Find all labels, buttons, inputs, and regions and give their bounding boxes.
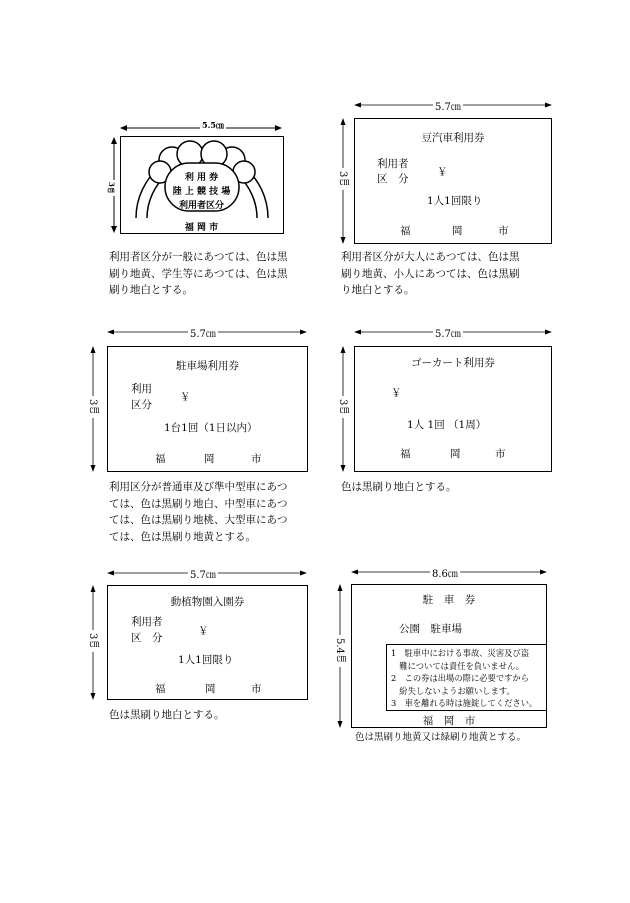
- ticket5-footer-3: 市: [251, 683, 262, 695]
- ticket3-parking-ticket: [107, 346, 308, 472]
- ticket3-footer-2: 岡: [204, 453, 215, 465]
- ticket3-label-2: 区分: [131, 399, 152, 411]
- ticket2-footer-3: 市: [498, 225, 509, 237]
- ticket1-stadium-ticket: [120, 136, 284, 234]
- ticket4-height-label: 3㎝: [335, 396, 350, 418]
- ticket5-footer-1: 福: [155, 683, 166, 695]
- ticket1-line-1: 利 用 券: [184, 173, 219, 183]
- ticket6-notes-box: [386, 644, 547, 711]
- ticket5-title: 動植物園入園券: [170, 596, 245, 608]
- ticket3-label-1: 利用: [131, 383, 152, 395]
- ticket6-title: 駐 車 券: [422, 594, 476, 606]
- ticket5-label-1: 利用者: [131, 616, 163, 628]
- ticket4-caption: 色は黒刷り地白とする。: [341, 481, 457, 493]
- ticket2-label-2: 区 分: [377, 173, 409, 185]
- ticket3-footer-3: 市: [251, 453, 262, 465]
- ticket3-yen: ￥: [180, 391, 191, 403]
- ticket2-toy-train-ticket: [354, 118, 552, 244]
- ticket3-footer-1: 福: [155, 453, 166, 465]
- ticket5-yen: ￥: [198, 625, 209, 637]
- ticket2-footer-1: 福: [400, 225, 411, 237]
- ticket5-footer-2: 岡: [205, 683, 216, 695]
- ticket5-caption: 色は黒刷り地白とする。: [109, 709, 225, 721]
- ticket6-note-line: 難については責任を負いません。: [391, 660, 525, 671]
- ticket5-width-label: 5.7㎝: [188, 566, 218, 581]
- ticket5-limit: 1人1回限り: [178, 654, 234, 666]
- ticket6-width-label: 8.6㎝: [430, 565, 460, 580]
- ticket2-footer-2: 岡: [452, 225, 463, 237]
- ticket5-zoo-ticket: [107, 585, 308, 700]
- ticket2-yen: ￥: [437, 166, 448, 178]
- ticket3-height-label: 3㎝: [85, 396, 100, 418]
- ticket1-width-label: 5.5㎝: [202, 120, 224, 130]
- ticket6-note-line: 2 この券は出場の際に必要ですから: [391, 673, 530, 683]
- ticket4-yen: ￥: [391, 387, 402, 399]
- ticket2-title: 豆汽車利用券: [421, 132, 485, 144]
- ticket2-height-label: 3㎝: [335, 168, 350, 190]
- ticket4-limit: 1人 1回 （1周）: [407, 419, 487, 431]
- ticket6-note-line: 1 駐車中における事故、災害及び盗: [391, 648, 530, 658]
- ticket3-title: 駐車場利用券: [176, 360, 239, 372]
- ticket6-footer: 福 岡 市: [422, 715, 476, 727]
- ticket1-line-3: 利用者区分: [178, 201, 224, 211]
- ticket6-note-line: 3 車を離れる時は施錠してください。: [391, 698, 538, 708]
- ticket4-footer-2: 岡: [450, 448, 461, 460]
- ticket6-subtitle: 公園 駐車場: [399, 623, 462, 635]
- ticket4-title: ゴーカート利用券: [411, 357, 495, 369]
- ticket2-limit: 1人1回限り: [427, 195, 483, 207]
- ticket6-height-label: 5.4㎝: [332, 635, 347, 667]
- ticket1-height-label: 3㎝: [107, 182, 116, 194]
- ticket4-go-kart-ticket: [354, 346, 552, 472]
- ticket4-footer-1: 福: [400, 448, 411, 460]
- ticket6-caption: 色は黒刷り地黄又は緑刷り地黄とする。: [355, 732, 527, 743]
- ticket6-park-parking-ticket: [351, 584, 547, 728]
- ticket3-width-label: 5.7㎝: [188, 325, 218, 340]
- ticket3-limit: 1台1回（1日以内）: [164, 422, 258, 434]
- ticket6-note-line: 紛失しないようお願いします。: [391, 685, 515, 696]
- ticket1-footer: 福 岡 市: [184, 223, 219, 233]
- ticket2-caption: 利用者区分が大人にあつては、色は黒 刷り地黄、小人にあつては、色は黒刷 り地白とする。: [341, 251, 520, 296]
- ticket2-width-label: 5.7㎝: [433, 98, 463, 113]
- ticket1-line-2: 陸 上 競 技 場: [172, 187, 231, 197]
- ticket5-height-label: 3㎝: [85, 630, 100, 652]
- ticket5-label-2: 区 分: [131, 632, 163, 644]
- ticket1-caption: 利用者区分が一般にあつては、色は黒 刷り地黄、学生等にあつては、色は黒 刷り地白とする。: [109, 251, 288, 296]
- ticket3-caption: 利用区分が普通車及び準中型車にあつ ては、色は黒刷り地白、中型車にあつ ては、色は黒刷り地桃、大型車にあつ ては、色は黒刷り地黄とする。: [109, 481, 288, 543]
- ticket4-width-label: 5.7㎝: [433, 325, 463, 340]
- ticket2-label-1: 利用者: [377, 158, 409, 170]
- ticket4-footer-3: 市: [495, 448, 506, 460]
